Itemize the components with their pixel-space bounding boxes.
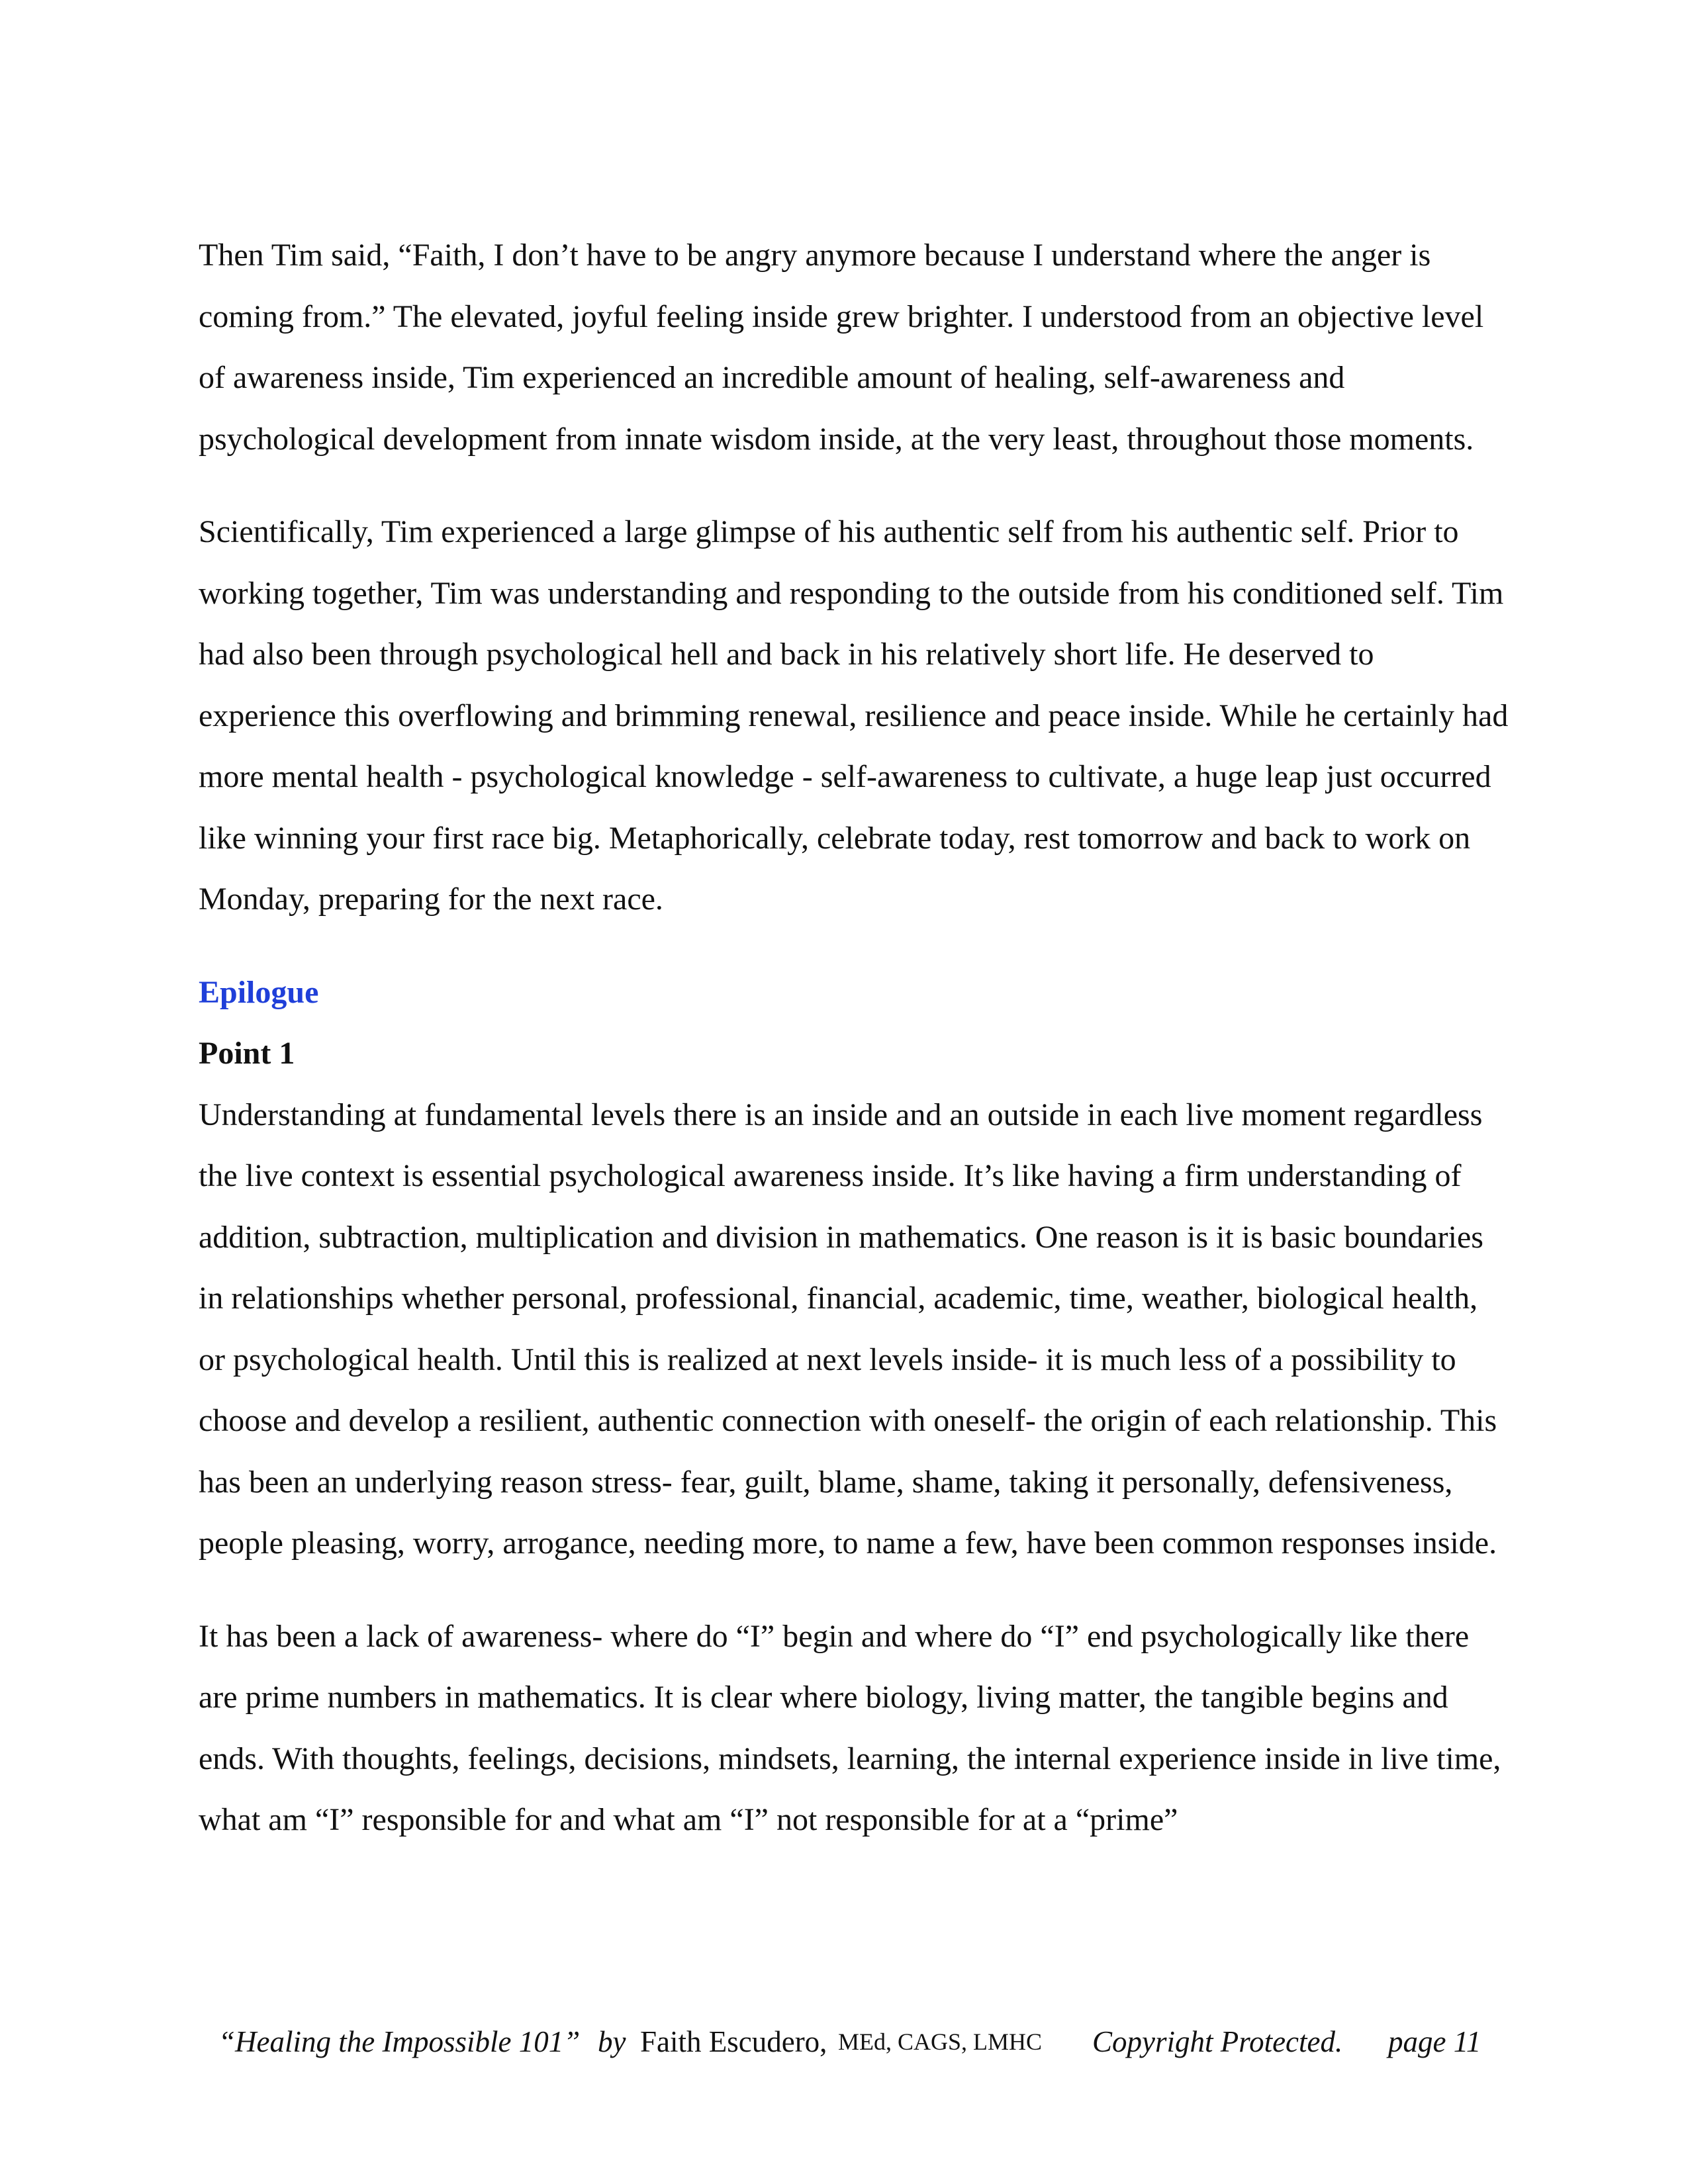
document-body [199,225,1509,1851]
epilogue-heading: Epilogue [199,974,319,1010]
footer-book-title: “Healing the Impossible 101” [218,2025,581,2058]
paragraph-scientifically: Scientifically, Tim experienced a large glimpse of his authentic self from his authentic self. Prior to working together, Tim was understanding and responding to the outside from his conditioned self. Tim had also been through psychological hell and back in his relatively short life. He deserved to experience this overflowing and brimming renewal, resilience and peace inside. While he certainly had more mental health - psychological knowledge - self-awareness to cultivate, a huge leap just occurred like winning your first race big. Metaphorically, celebrate today, rest tomorrow and back to work on Monday, preparing for the next race. [199,514,1509,917]
footer-copyright: Copyright Protected. [1092,2025,1343,2058]
footer-credentials: MEd, CAGS, LMHC [838,2028,1043,2055]
point-1-heading: Point 1 [199,1036,295,1071]
paragraph-understanding: Understanding at fundamental levels there is an inside and an outside in each live moment regardless the live context is essential psychological awareness inside. It’s like having a firm understanding of addition, subtraction, multiplication and division in mathematics. One reason is it is basic boundaries in relationships whether personal, professional, financial, academic, time, weather, biological health, or psychological health. Until this is realized at next levels inside- it is much less of a possibility to choose and develop a resilient, authentic connection with oneself- the origin of each relationship. This has been an underlying reason stress- fear, guilt, blame, shame, taking it personally, defensiveness, people pleasing, worry, arrogance, needing more, to name a few, have been common responses inside. [199,1097,1497,1561]
paragraph-lack-of-awareness: It has been a lack of awareness- where do “I” begin and where do “I” end psychologically like there are prime numbers in mathematics. It is clear where biology, living matter, the tangible begins and ends. With thoughts, feelings, decisions, mindsets, learning, the internal experience inside in live time, what am “I” responsible for and what am “I” not responsible for at a “prime” [199,1618,1501,1837]
page-number: page 11 [1388,2025,1481,2058]
page-footer [218,2019,1489,2065]
footer-author: Faith Escudero, [640,2025,827,2058]
footer-by: by [598,2025,626,2058]
paragraph-tim-anger: Then Tim said, “Faith, I don’t have to be angry anymore because I understand where the anger is coming from.” The elevated, joyful feeling inside grew brighter. I understood from an objective level of awareness inside, Tim experienced an incredible amount of healing, self-awareness and psychological development from innate wisdom inside, at the very least, throughout those moments. [199,238,1484,457]
